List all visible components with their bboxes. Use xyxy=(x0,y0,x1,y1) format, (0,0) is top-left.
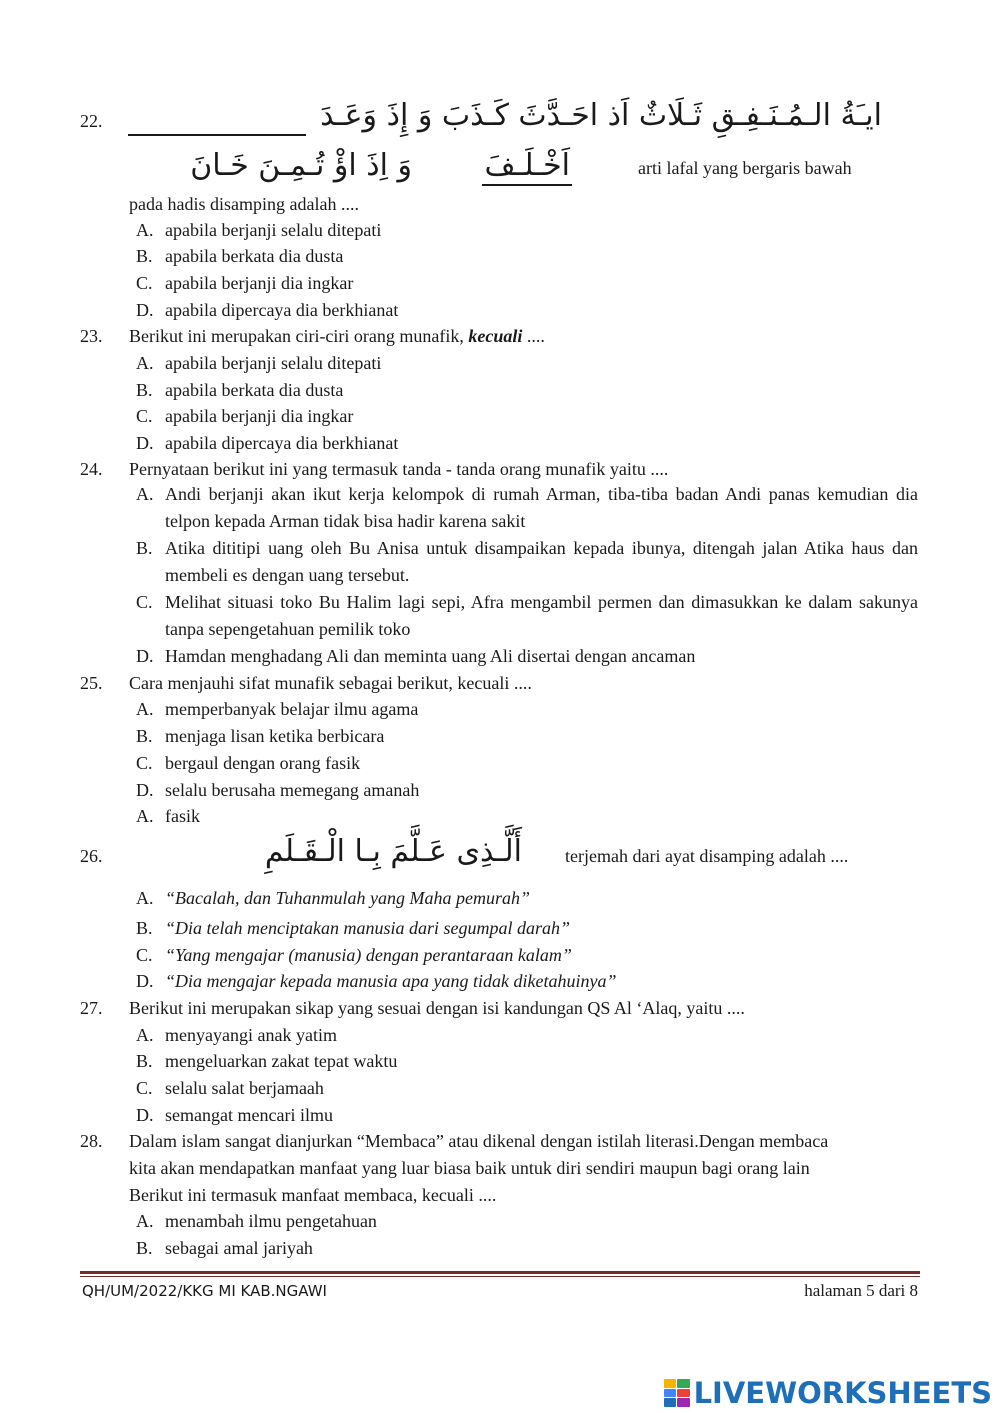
footer-rule xyxy=(80,1276,920,1277)
answer-option[interactable] xyxy=(136,805,200,827)
question-number: 26. xyxy=(80,846,103,866)
option-text: Melihat situasi toko Bu Halim lagi sepi, Afra mengambil permen dan dimasukkan ke dalam sakunya tanpa sepengetahuan pemilik toko xyxy=(165,592,918,639)
question-text-part: Berikut ini merupakan ciri-ciri orang munafik, xyxy=(129,326,469,346)
answer-option[interactable] xyxy=(136,352,381,374)
question-number: 23. xyxy=(80,326,103,346)
option-text: Hamdan menghadang Ali dan meminta uang Ali disertai dengan ancaman xyxy=(165,646,696,666)
hadith-arabic-line2: وَ اِذَ اؤْ تُـمِـنَ خَـانَ xyxy=(190,148,412,183)
option-text: apabila berjanji selalu ditepati xyxy=(165,353,382,373)
answer-option[interactable] xyxy=(136,698,418,720)
question-text-line: kita akan mendapatkan manfaat yang luar biasa baik untuk diri sendiri maupun bagi orang lain xyxy=(129,1158,810,1178)
option-letter: B. xyxy=(136,726,153,746)
answer-option[interactable] xyxy=(136,1210,377,1232)
page-number: halaman 5 dari 8 xyxy=(804,1281,918,1300)
answer-option[interactable] xyxy=(136,379,343,401)
answer-option[interactable] xyxy=(136,887,530,909)
hadith-arabic-line1: ايـَةُ الـمُـنَـفِـقِ ثَـلَاثٌ اَذ احَـدَّثَ كَـذَبَ وَ إِذَ وَعَـدَ xyxy=(320,98,882,133)
option-letter: A. xyxy=(136,484,154,504)
option-letter: B. xyxy=(136,380,153,400)
option-letter: C. xyxy=(136,945,153,965)
emphasis-word: kecuali xyxy=(468,326,523,346)
question-number: 24. xyxy=(80,459,103,479)
liveworksheets-icon xyxy=(664,1379,690,1407)
underline-mark xyxy=(482,184,572,186)
option-letter: A. xyxy=(136,888,154,908)
option-letter: D. xyxy=(136,1105,154,1125)
option-letter: A. xyxy=(136,1025,154,1045)
answer-option[interactable] xyxy=(136,245,343,267)
ayat-arabic: أَلَّـذِى عَـلَّمَ بِـا الْـقَـلَمِ xyxy=(264,834,522,869)
option-text: menjaga lisan ketika berbicara xyxy=(165,726,385,746)
option-text: menambah ilmu pengetahuan xyxy=(165,1211,377,1231)
option-text: “Yang mengajar (manusia) dengan perantaraan kalam” xyxy=(165,945,572,965)
option-letter: A. xyxy=(136,806,154,826)
option-text: Andi berjanji akan ikut kerja kelompok di rumah Arman, tiba-tiba badan Andi panas kemudian dia telpon kepada Arman tidak bisa hadir karena sakit xyxy=(165,484,918,531)
option-text: apabila dipercaya dia berkhianat xyxy=(165,300,399,320)
underline-mark xyxy=(128,134,306,136)
option-letter: B. xyxy=(136,1238,153,1258)
answer-option[interactable] xyxy=(136,1024,337,1046)
answer-option[interactable] xyxy=(136,1237,313,1259)
question-text-part: .... xyxy=(522,326,545,346)
question-number: 28. xyxy=(80,1131,103,1151)
option-letter: C. xyxy=(136,1078,153,1098)
question-prompt: pada hadis disamping adalah .... xyxy=(129,194,359,214)
option-letter: A. xyxy=(136,220,154,240)
answer-option[interactable] xyxy=(136,645,695,667)
footer-code: QH/UM/2022/KKG MI KAB.NGAWI xyxy=(82,1282,327,1300)
answer-option[interactable] xyxy=(136,405,353,427)
answer-option[interactable] xyxy=(136,272,353,294)
answer-option[interactable] xyxy=(136,779,419,801)
answer-option[interactable] xyxy=(136,432,398,454)
question-text-line: Berikut ini termasuk manfaat membaca, kecuali .... xyxy=(129,1185,497,1205)
answer-option[interactable] xyxy=(136,970,616,992)
answer-option[interactable] xyxy=(136,725,384,747)
liveworksheets-logo[interactable] xyxy=(664,1376,992,1410)
option-text: selalu berusaha memegang amanah xyxy=(165,780,420,800)
question-number: 22. xyxy=(80,111,103,131)
question-text-line: Dalam islam sangat dianjurkan “Membaca” atau dikenal dengan istilah literasi.Dengan membaca xyxy=(129,1131,829,1151)
option-letter: B. xyxy=(136,1051,153,1071)
question-prompt: arti lafal yang bergaris bawah xyxy=(638,158,852,178)
question-text: Berikut ini merupakan sikap yang sesuai dengan isi kandungan QS Al ‘Alaq, yaitu .... xyxy=(129,998,745,1018)
option-letter: A. xyxy=(136,699,154,719)
question-number: 27. xyxy=(80,998,103,1018)
answer-option[interactable] xyxy=(136,1077,324,1099)
option-letter: C. xyxy=(136,273,153,293)
option-text: mengeluarkan zakat tepat waktu xyxy=(165,1051,398,1071)
answer-option[interactable] xyxy=(136,299,398,321)
answer-option[interactable] xyxy=(136,1104,333,1126)
option-text: memperbanyak belajar ilmu agama xyxy=(165,699,419,719)
option-text: apabila berjanji dia ingkar xyxy=(165,273,354,293)
question-text: Pernyataan berikut ini yang termasuk tanda - tanda orang munafik yaitu .... xyxy=(129,459,669,479)
option-letter: C. xyxy=(136,406,153,426)
option-text: sebagai amal jariyah xyxy=(165,1238,313,1258)
answer-option[interactable] xyxy=(136,481,918,535)
answer-option[interactable] xyxy=(136,752,360,774)
answer-option[interactable] xyxy=(136,589,918,643)
option-letter: B. xyxy=(136,538,153,558)
option-text: “Dia telah menciptakan manusia dari segumpal darah” xyxy=(165,918,570,938)
option-text: apabila berkata dia dusta xyxy=(165,380,344,400)
option-letter: D. xyxy=(136,300,154,320)
option-letter: B. xyxy=(136,246,153,266)
question-text: Cara menjauhi sifat munafik sebagai berikut, kecuali .... xyxy=(129,673,532,693)
question-text xyxy=(129,325,545,347)
option-text: bergaul dengan orang fasik xyxy=(165,753,361,773)
option-letter: C. xyxy=(136,592,153,612)
option-text: fasik xyxy=(165,806,200,826)
option-letter: A. xyxy=(136,1211,154,1231)
answer-option[interactable] xyxy=(136,1050,397,1072)
option-text: apabila berjanji selalu ditepati xyxy=(165,220,382,240)
option-letter: D. xyxy=(136,646,154,666)
option-letter: D. xyxy=(136,780,154,800)
option-letter: A. xyxy=(136,353,154,373)
option-letter: D. xyxy=(136,433,154,453)
question-number: 25. xyxy=(80,673,103,693)
answer-option[interactable] xyxy=(136,535,918,589)
answer-option[interactable] xyxy=(136,219,381,241)
answer-option[interactable] xyxy=(136,944,572,966)
option-text: apabila dipercaya dia berkhianat xyxy=(165,433,399,453)
option-text: selalu salat berjamaah xyxy=(165,1078,324,1098)
option-letter: D. xyxy=(136,971,154,991)
option-text: menyayangi anak yatim xyxy=(165,1025,337,1045)
option-text: apabila berjanji dia ingkar xyxy=(165,406,354,426)
question-text: terjemah dari ayat disamping adalah .... xyxy=(565,846,849,866)
brand-text: LIVEWORKSHEETS xyxy=(693,1376,992,1410)
answer-option[interactable] xyxy=(136,917,570,939)
option-letter: C. xyxy=(136,753,153,773)
option-text: apabila berkata dia dusta xyxy=(165,246,344,266)
option-text: “Dia mengajar kepada manusia apa yang tidak diketahuinya” xyxy=(165,971,617,991)
option-letter: B. xyxy=(136,918,153,938)
footer-rule xyxy=(80,1271,920,1274)
hadith-arabic-underlined: اَخْـلَـفَ xyxy=(484,148,570,183)
option-text: Atika dititipi uang oleh Bu Anisa untuk disampaikan kepada ibunya, ditengah jalan Atika haus dan membeli es dengan uang tersebut. xyxy=(165,538,918,585)
option-text: “Bacalah, dan Tuhanmulah yang Maha pemurah” xyxy=(165,888,531,908)
option-text: semangat mencari ilmu xyxy=(165,1105,333,1125)
